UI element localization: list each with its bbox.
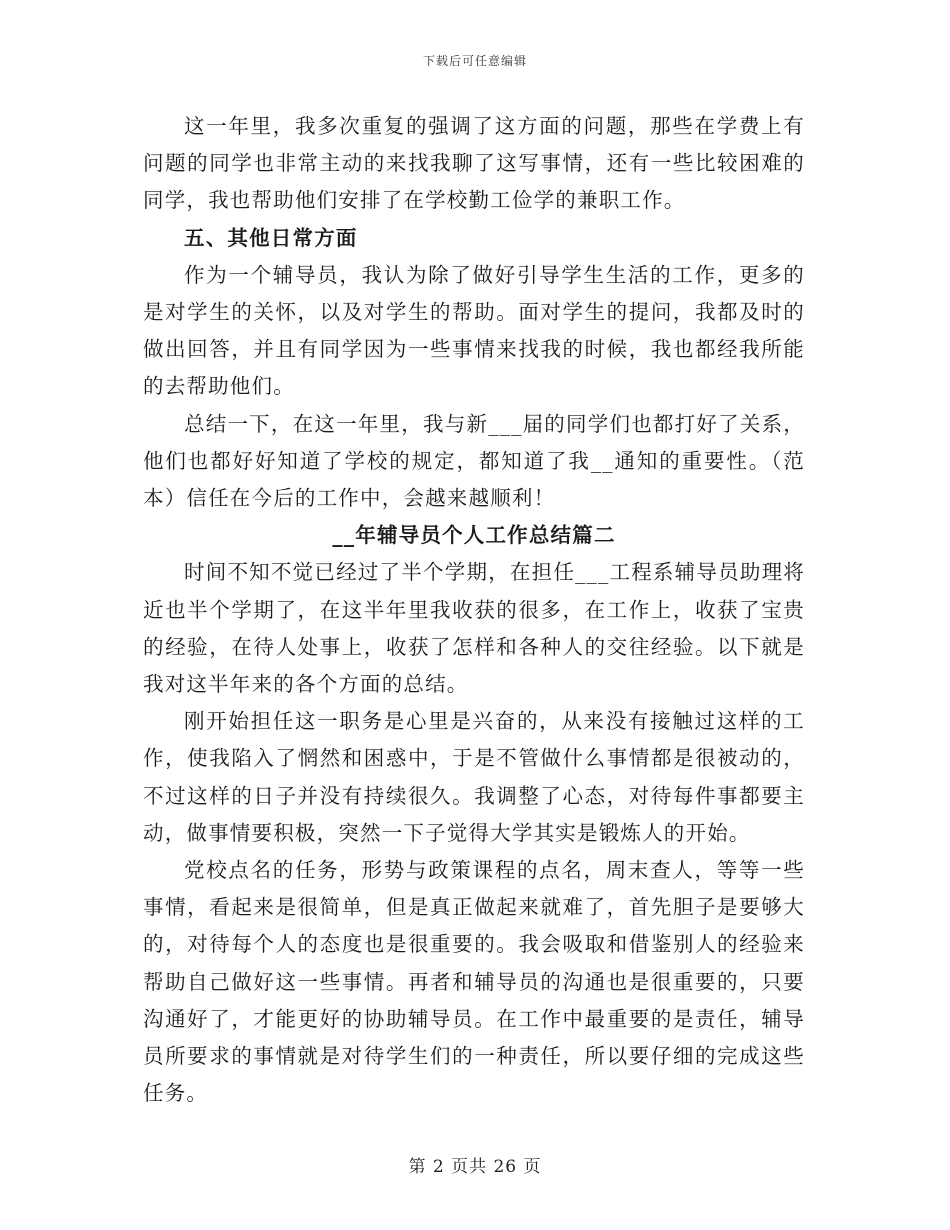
paragraph-2: 作为一个辅导员，我认为除了做好引导学生生活的工作，更多的是对学生的关怀，以及对学生的帮助。面对学生的提问，我都及时的做出回答，并且有同学因为一些事情来找我的时候，我也都经我所能的去帮助他们。 [143,262,805,399]
paragraph-5: 刚开始担任这一职务是心里是兴奋的，从来没有接触过这样的工作，使我陷入了惘然和困惑中，于是不管做什么事情都是很被动的，不过这样的日子并没有持续很久。我调整了心态，对待每件事都要主动，做事情要积极，突然一下子觉得大学其实是锻炼人的开始。 [143,709,805,845]
article-title-2: __年辅导员个人工作总结篇二 [332,523,616,548]
document-body [143,108,805,1112]
paragraph-6: 党校点名的任务，形势与政策课程的点名，周末查人，等等一些事情，看起来是很简单，但是真正做起来就难了，首先胆子是要够大的，对待每个人的态度也是很重要的。我会吸取和借鉴别人的经验来帮助自己做好这一些事情。再者和辅导员的沟通也是很重要的，只要沟通好了，才能更好的协助辅导员。在工作中最重要的是责任，辅导员所要求的事情就是对待学生们的一种责任，所以要仔细的完成这些任务。 [143,858,805,1106]
page-header: 下载后可任意编辑 [422,54,527,68]
page-number-footer: 第 2 页共 26 页 [408,1157,542,1177]
paragraph-1: 这一年里，我多次重复的强调了这方面的问题，那些在学费上有问题的同学也非常主动的来找我聊了这写事情，还有一些比较困难的同学，我也帮助他们安排了在学校勤工俭学的兼职工作。 [143,114,805,213]
paragraph-3: 总结一下，在这一年里，我与新___届的同学们也都打好了关系，他们也都好好知道了学校的规定，都知道了我__通知的重要性。（范本）信任在今后的工作中，会越来越顺利！ [143,411,805,511]
paragraph-4: 时间不知不觉已经过了半个学期，在担任___工程系辅导员助理将近也半个学期了，在这半年里我收获的很多，在工作上，收获了宝贵的经验，在待人处事上，收获了怎样和各种人的交往经验。以下就是我对这半年来的各个方面的总结。 [143,560,805,697]
section-heading-5: 五、其他日常方面 [184,225,358,250]
